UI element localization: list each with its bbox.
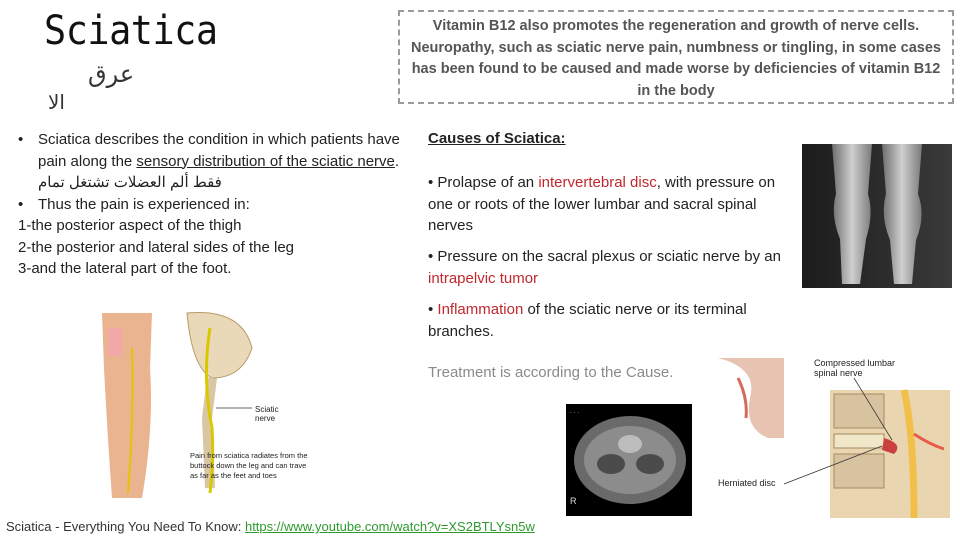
svg-text:R: R bbox=[570, 496, 577, 506]
cause-2-highlight: intrapelvic tumor bbox=[428, 269, 539, 287]
herniated-disc-diagram bbox=[714, 354, 954, 518]
bullet-pain bbox=[18, 194, 408, 216]
svg-text:spinal nerve: spinal nerve bbox=[814, 368, 863, 378]
legs-photo bbox=[802, 144, 952, 288]
pain-line-3: 3-and the lateral part of the foot. bbox=[18, 260, 232, 277]
arabic-word-2: الا bbox=[48, 90, 65, 114]
svg-text:Pain from sciatica radiates fr: Pain from sciatica radiates from the bbox=[190, 451, 308, 460]
pain-intro: Thus the pain is experienced in: bbox=[38, 195, 250, 213]
cause-3-highlight: Inflammation bbox=[437, 301, 524, 318]
cause-1-highlight: intervertebral disc bbox=[538, 174, 657, 191]
cause-1-text-b: , with pressure on one or roots of the lower lumbar and sacral spinal nerves bbox=[428, 174, 776, 234]
cause-3-text-b: of the sciatic nerve or its terminal branches. bbox=[428, 301, 747, 340]
causes-heading: Causes of Sciatica: bbox=[428, 130, 566, 147]
sciatic-anatomy-illustration bbox=[92, 308, 314, 502]
sciatica-description bbox=[18, 129, 408, 280]
cause-2-text-a: Pressure on the sacral plexus or sciatic nerve by an bbox=[437, 248, 781, 265]
compressed-nerve-label: Compressed lumbar bbox=[814, 358, 896, 368]
page-title: Sciatica bbox=[44, 8, 218, 54]
cause-1-text-a: Prolapse of an bbox=[437, 174, 539, 191]
sciatic-nerve-label: Sciatic bbox=[255, 405, 279, 414]
footer-reference bbox=[6, 519, 535, 534]
bullet-dot: • bbox=[18, 195, 24, 213]
definition-suffix: . فقط ألم العضلات تشتغل تمام bbox=[38, 152, 400, 191]
pain-line-1: 1-the posterior aspect of the thigh bbox=[18, 217, 242, 234]
cause-2: • Pressure on the sacral plexus or sciatic nerve by an intrapelvic tumor bbox=[428, 248, 781, 287]
bullet-dot: • bbox=[18, 131, 24, 148]
arabic-word-1: عرق bbox=[88, 60, 135, 88]
footer-text: Sciatica - Everything You Need To Know: bbox=[6, 519, 245, 534]
vitamin-b12-note: Vitamin B12 also promotes the regeneration and growth of nerve cells. Neuropathy, such as sciatic nerve pain, numbness or tingling, in some cases has been found to be caused and made worse by deficiencies of vitamin B12 in the body bbox=[398, 10, 954, 104]
cause-1: • Prolapse of an intervertebral disc, with pressure on one or roots of the lower lumbar and sacral spinal nerves bbox=[428, 174, 776, 234]
definition-underlined: sensory distribution of the sciatic nerve bbox=[136, 152, 395, 170]
youtube-link[interactable]: https://www.youtube.com/watch?v=XS2BTLYsn5w bbox=[244, 519, 535, 534]
svg-text:buttock down the leg and can t: buttock down the leg and can trave bbox=[190, 461, 307, 470]
svg-text:nerve: nerve bbox=[255, 414, 276, 423]
pain-line-2: 2-the posterior and lateral sides of the leg bbox=[18, 238, 294, 256]
treatment-note: Treatment is according to the Cause. bbox=[428, 364, 674, 381]
ct-scan-image bbox=[566, 404, 692, 516]
definition-text: Sciatica describes the condition in which patients have pain along the bbox=[38, 131, 400, 170]
herniated-disc-label: Herniated disc bbox=[718, 478, 776, 488]
bullet-definition bbox=[18, 129, 408, 194]
svg-text:as far as the feet and toes: as far as the feet and toes bbox=[190, 471, 277, 480]
svg-text:· · ·: · · · bbox=[570, 410, 580, 416]
cause-3: • Inflammation of the sciatic nerve or its terminal branches. bbox=[428, 301, 747, 340]
